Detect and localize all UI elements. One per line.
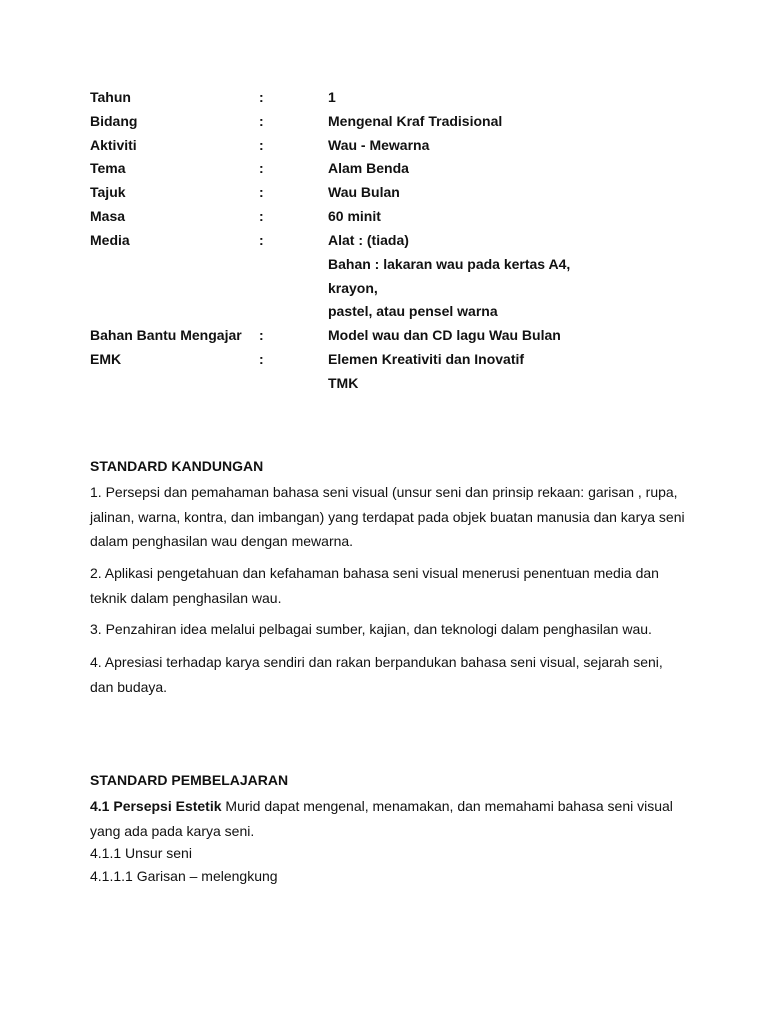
pembelajaran-item-title: 4.1 Persepsi Estetik — [90, 798, 222, 814]
info-label: Bidang — [90, 113, 138, 129]
kandungan-item-4: 4. Apresiasi terhadap karya sendiri dan rakan berpandukan bahasa seni visual, sejarah seni, dan budaya. — [90, 654, 663, 695]
info-label: Tajuk — [90, 184, 126, 200]
section-heading: STANDARD PEMBELAJARAN — [90, 772, 289, 788]
info-label: Bahan Bantu Mengajar — [90, 327, 242, 343]
info-colon: : — [259, 327, 264, 343]
info-label: Tahun — [90, 89, 131, 105]
pembelajaran-item-text: Murid dapat mengenal, menamakan, dan memahami bahasa seni visual yang ada pada karya seni. — [90, 798, 673, 839]
info-value: Wau - Mewarna — [328, 137, 430, 153]
info-colon: : — [259, 232, 264, 248]
info-value: 60 minit — [328, 208, 381, 224]
info-value: krayon, — [328, 280, 378, 296]
section-heading: STANDARD KANDUNGAN — [90, 458, 264, 474]
info-label: EMK — [90, 351, 122, 367]
kandungan-item-2: 2. Aplikasi pengetahuan dan kefahaman bahasa seni visual menerusi penentuan media dan teknik dalam penghasilan wau. — [90, 565, 659, 606]
info-row-media — [0, 232, 768, 252]
pembelajaran-subsubitem: 4.1.1.1 Garisan – melengkung — [90, 868, 278, 884]
info-colon: : — [259, 89, 264, 105]
pembelajaran-item — [90, 794, 690, 843]
info-value: Elemen Kreativiti dan Inovatif — [328, 351, 525, 367]
info-row-bidang — [0, 113, 768, 133]
info-label: Masa — [90, 208, 126, 224]
info-colon: : — [259, 208, 264, 224]
info-value: TMK — [328, 375, 359, 391]
info-row-masa — [0, 208, 768, 228]
kandungan-item-3: 3. Penzahiran idea melalui pelbagai sumber, kajian, dan teknologi dalam penghasilan wau. — [90, 621, 652, 637]
info-value: Alat : (tiada) — [328, 232, 409, 248]
info-value: 1 — [328, 89, 336, 105]
info-row-media-pastel — [0, 303, 768, 323]
info-row-tahun — [0, 89, 768, 109]
pembelajaran-subitem: 4.1.1 Unsur seni — [90, 845, 192, 861]
kandungan-item-1: 1. Persepsi dan pemahaman bahasa seni visual (unsur seni dan prinsip rekaan: garisan , rupa, jalinan, warna, kontra, dan imbangan) yang terdapat pada objek buatan manusia dan karya seni dalam penghasilan wau dengan mewarna. — [90, 484, 685, 549]
info-colon: : — [259, 113, 264, 129]
info-label: Aktiviti — [90, 137, 137, 153]
info-value: pastel, atau pensel warna — [328, 303, 498, 319]
info-row-emk — [0, 351, 768, 371]
info-value: Bahan : lakaran wau pada kertas A4, — [328, 256, 571, 272]
info-colon: : — [259, 351, 264, 367]
info-row-bahan-bantu — [0, 327, 768, 347]
info-row-tema — [0, 160, 768, 180]
info-value: Mengenal Kraf Tradisional — [328, 113, 503, 129]
info-value: Model wau dan CD lagu Wau Bulan — [328, 327, 561, 343]
info-value: Wau Bulan — [328, 184, 400, 200]
info-label: Media — [90, 232, 130, 248]
info-label: Tema — [90, 160, 126, 176]
info-value: Alam Benda — [328, 160, 409, 176]
info-colon: : — [259, 137, 264, 153]
info-colon: : — [259, 184, 264, 200]
info-row-tajuk — [0, 184, 768, 204]
info-row-emk-tmk — [0, 375, 768, 395]
info-row-media-krayon — [0, 280, 768, 300]
info-row-aktiviti — [0, 137, 768, 157]
info-row-media-bahan — [0, 256, 768, 276]
info-colon: : — [259, 160, 264, 176]
